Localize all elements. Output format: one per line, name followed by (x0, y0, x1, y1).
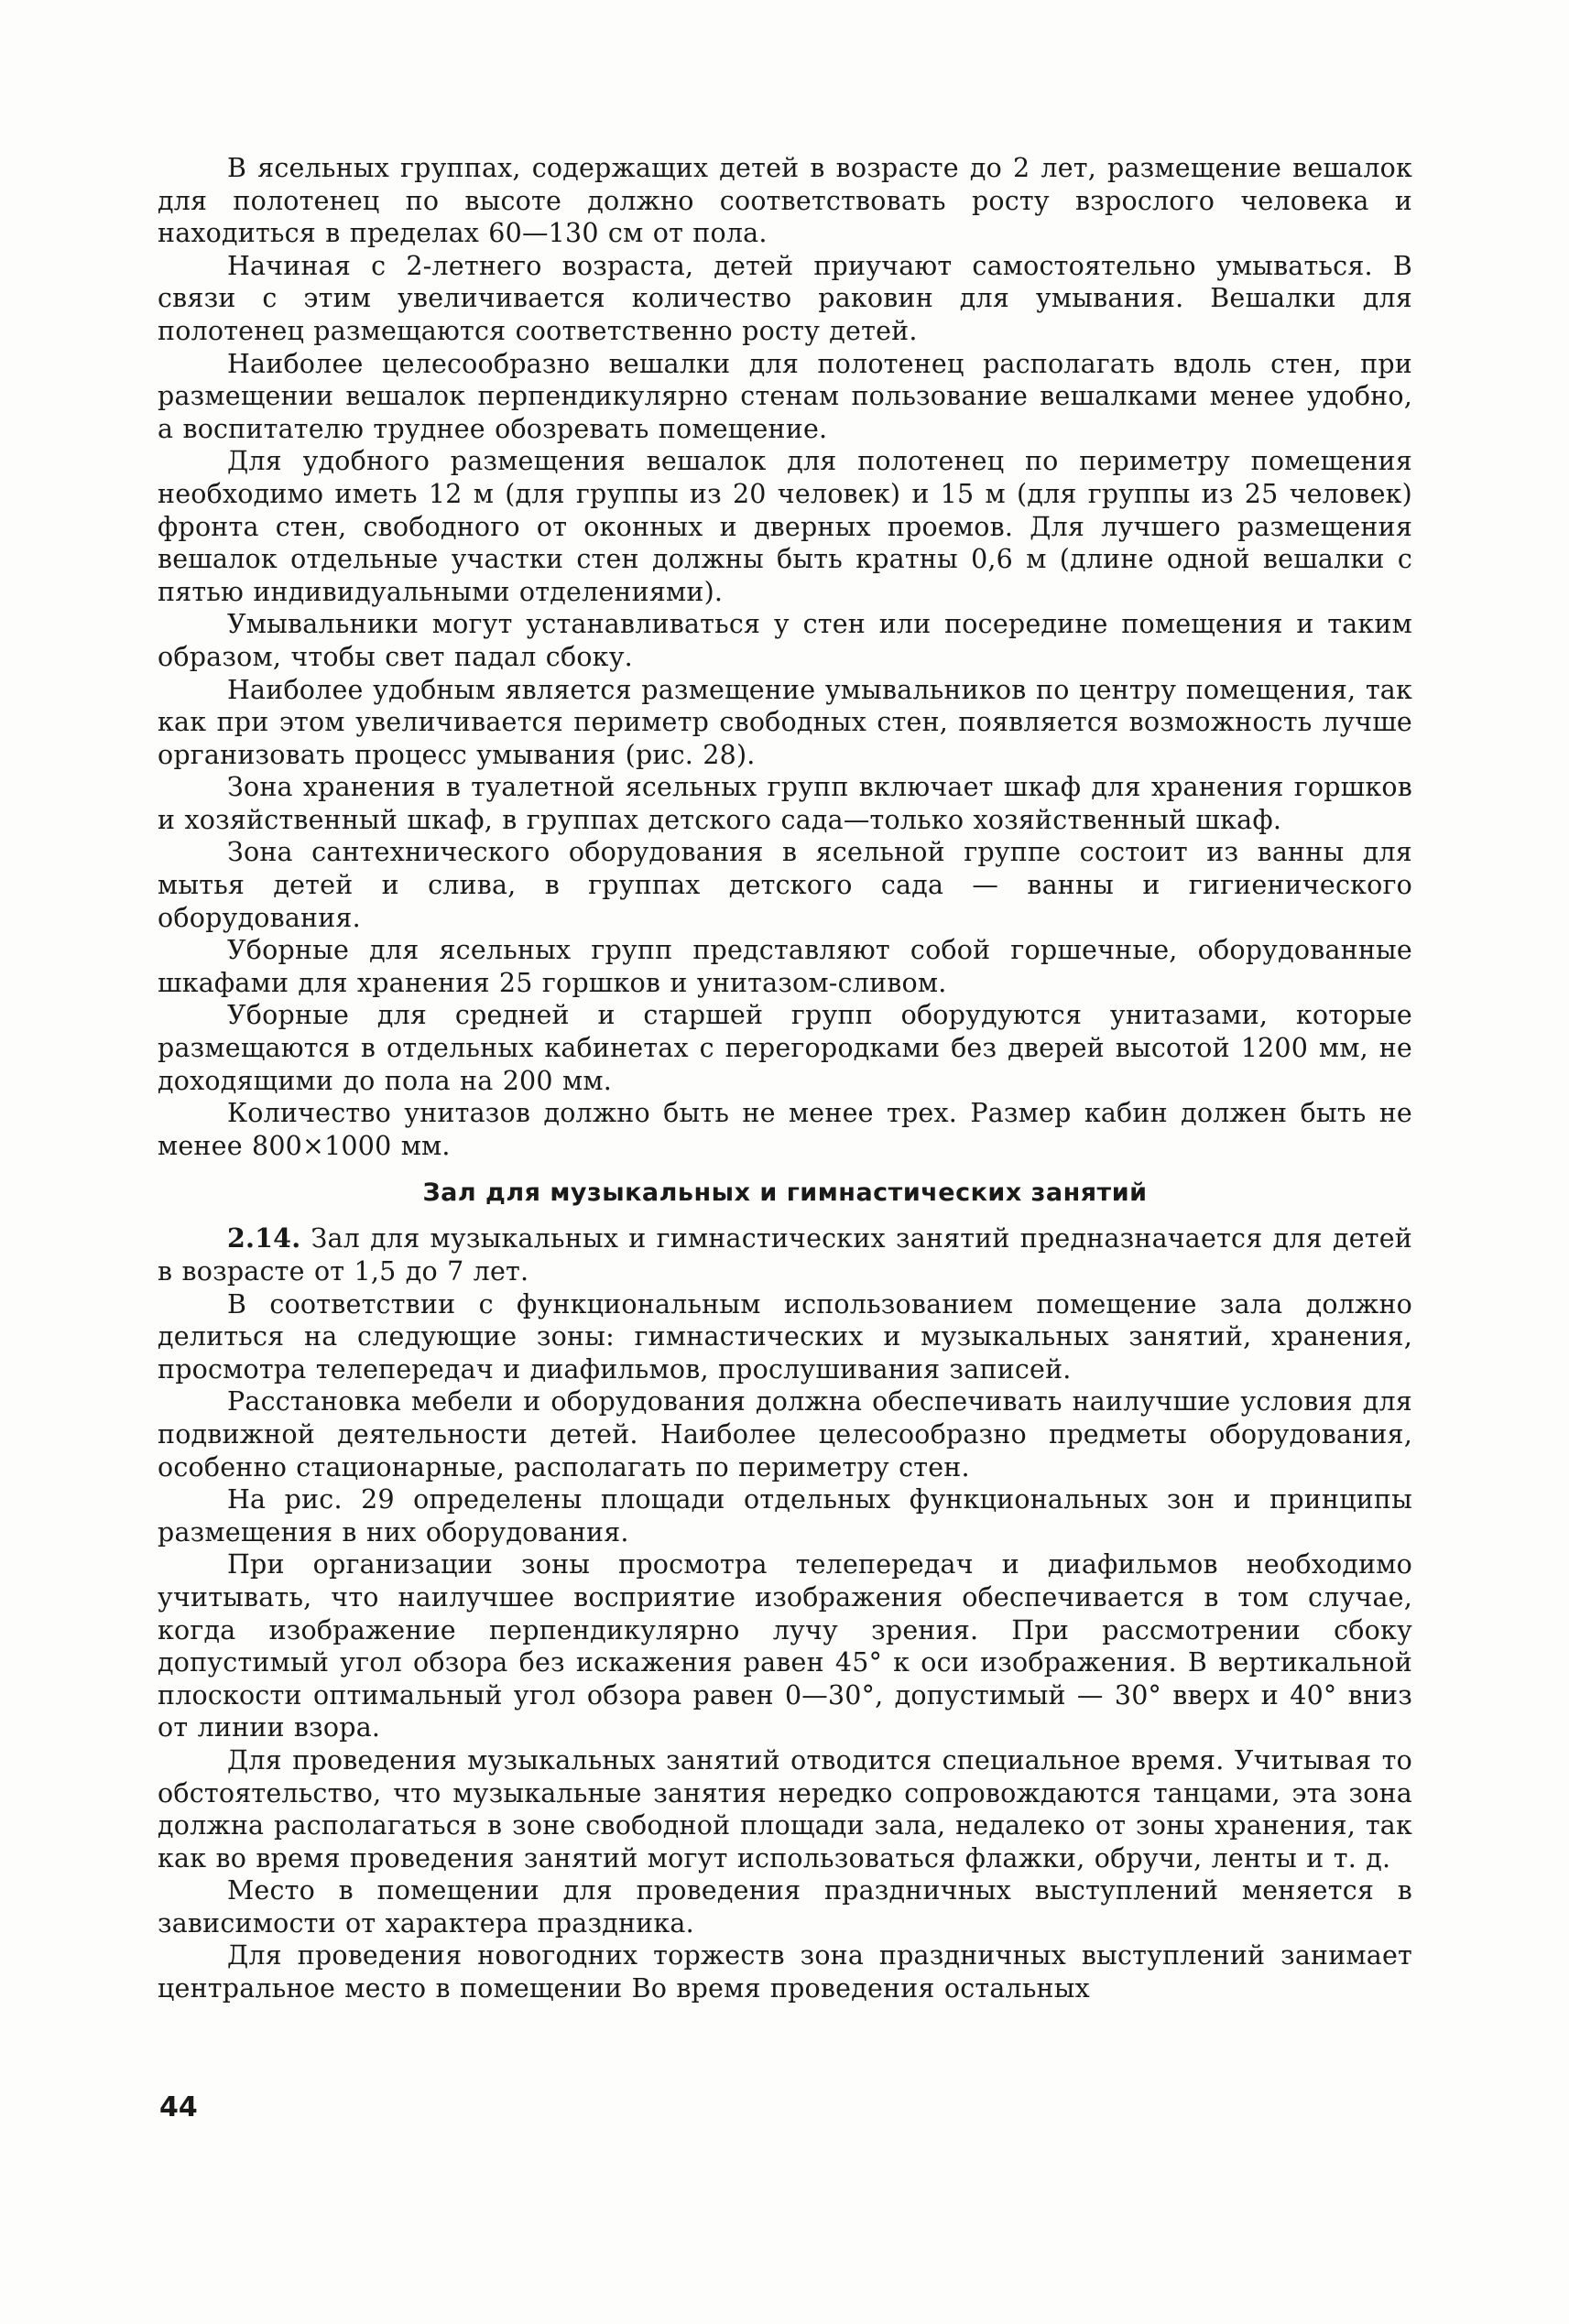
paragraph: Уборные для ясельных групп представляют собой горшечные, оборудованные шкафами для хранения 25 горшков и унитазом-сливом. (158, 935, 1412, 998)
paragraph: Место в помещении для проведения праздничных выступлений меняется в зависимости от характера праздника. (158, 1875, 1412, 1938)
paragraph: Зона сантехнического оборудования в ясельной группе состоит из ванны для мытья детей и слива, в группах детского сада — ванны и гигиенического оборудования. (158, 837, 1412, 933)
section-first-text: Зал для музыкальных и гимнастических занятий предназначается для детей в возрасте от 1,5 до 7 лет. (158, 1223, 1412, 1287)
paragraph: Зона хранения в туалетной ясельных групп включает шкаф для хранения горшков и хозяйственный шкаф, в группах детского сада—только хозяйственный шкаф. (158, 772, 1412, 835)
paragraph: При организации зоны просмотра телепередач и диафильмов необходимо учитывать, что наилучшее восприятие изображения обеспечивается в том случае, когда изображение перпендикулярно лучу зрения. При рассмотрении сбоку допустимый угол обзора без искажения равен 45° к оси изображения. В вертикальной плоскости оптимальный угол обзора равен 0—30°, допустимый — 30° вверх и 40° вниз от линии взора. (158, 1549, 1412, 1743)
paragraph: Умывальники могут устанавливаться у стен или посередине помещения и таким образом, чтобы свет падал сбоку. (158, 609, 1412, 672)
paragraph: В ясельных группах, содержащих детей в возрасте до 2 лет, размещение вешалок для полотенец по высоте должно соответствовать росту взрослого человека и находиться в пределах 60—130 см от пола. (158, 153, 1412, 249)
paragraph: Наиболее целесообразно вешалки для полотенец располагать вдоль стен, при размещении вешалок перпендикулярно стенам пользование вешалками менее удобно, а воспитателю труднее обозревать помещение. (158, 348, 1412, 444)
paragraph: Количество унитазов должно быть не менее трех. Размер кабин должен быть не менее 800×1000 мм. (158, 1098, 1412, 1161)
section-first-paragraph (158, 1222, 1412, 1287)
section-heading: Зал для музыкальных и гимнастических занятий (422, 1178, 1148, 1208)
paragraph: Уборные для средней и старшей групп оборудуются унитазами, которые размещаются в отдельных кабинетах с перегородками без дверей высотой 1200 мм, не доходящими до пола на 200 мм. (158, 1000, 1412, 1096)
paragraph: Расстановка мебели и оборудования должна обеспечивать наилучшие условия для подвижной деятельности детей. Наиболее целесообразно предметы оборудования, особенно стационарные, располагать по периметру стен. (158, 1386, 1412, 1482)
paragraph: Для удобного размещения вешалок для полотенец по периметру помещения необходимо иметь 12 м (для группы из 20 человек) и 15 м (для группы из 25 человек) фронта стен, свободного от оконных и дверных проемов. Для лучшего размещения вешалок отдельные участки стен должны быть кратны 0,6 м (длине одной вешалки с пятью индивидуальными отделениями). (158, 446, 1412, 607)
body-text (158, 152, 1412, 2005)
paragraph: Начиная с 2-летнего возраста, детей приучают самостоятельно умываться. В связи с этим увеличивается количество раковин для умывания. Вешалки для полотенец размещаются соответственно росту детей. (158, 250, 1412, 346)
page-number: 44 (159, 2091, 198, 2123)
paragraph: Для проведения новогодних торжеств зона праздничных выступлений занимает центральное место в помещении Во время проведения остальных (158, 1940, 1412, 2004)
paragraph: Наиболее удобным является размещение умывальников по центру помещения, так как при этом увеличивается периметр свободных стен, появляется возможность лучше организовать процесс умывания (рис. 28). (158, 674, 1412, 770)
paragraph: В соответствии с функциональным использованием помещение зала должно делиться на следующие зоны: гимнастических и музыкальных занятий, хранения, просмотра телепередач и диафильмов, прослушивания записей. (158, 1288, 1412, 1385)
section-number: 2.14. (227, 1222, 301, 1254)
paragraph: Для проведения музыкальных занятий отводится специальное время. Учитывая то обстоятельство, что музыкальные занятия нередко сопровождаются танцами, эта зона должна располагаться в зоне свободной площади зала, недалеко от зоны хранения, так как во время проведения занятий могут использоваться флажки, обручи, ленты и т. д. (158, 1744, 1412, 1873)
paragraph: На рис. 29 определены площади отдельных функциональных зон и принципы размещения в них оборудования. (158, 1484, 1412, 1548)
